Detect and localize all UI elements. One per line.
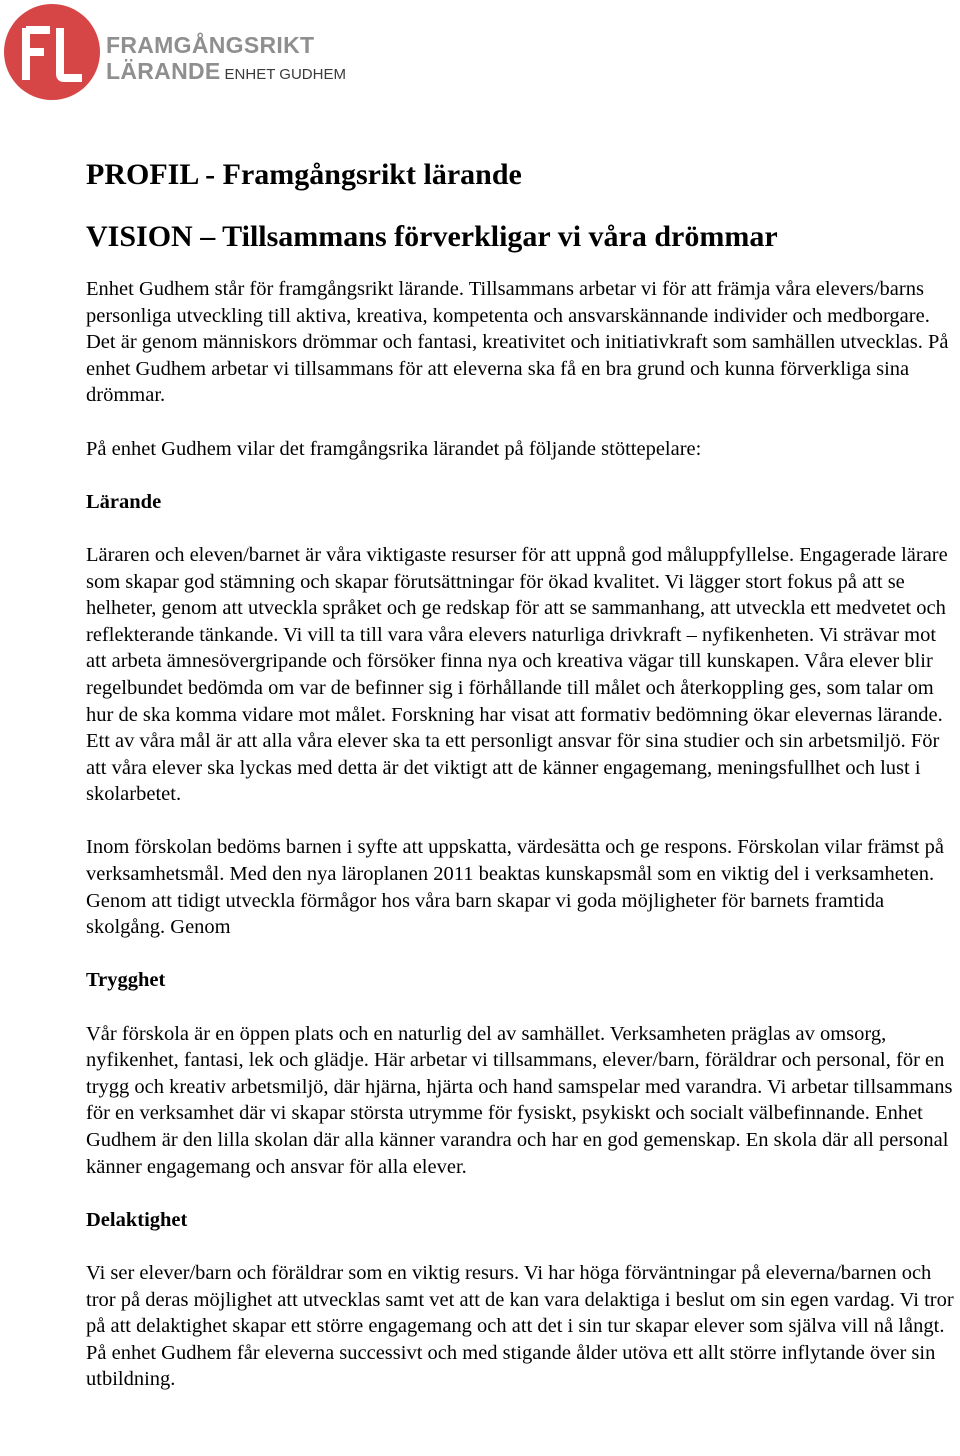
vision-heading: VISION – Tillsammans förverkligar vi våra drömmar [86,220,778,253]
larande-paragraph-2: Inom förskolan bedöms barnen i syfte att uppskatta, värdesätta och ge respons. Förskolan vilar främst på verksamhetsmål. Med den nya läroplanen 2011 beaktas kunskapsmål som en viktig del i verksamheten. Genom att tidigt utveckla förmågor hos våra barn skapar vi goda möjligheter för barnets framtida skolgång. Genom [86,836,944,939]
logo [4,4,364,100]
logo-fl-icon [4,4,100,100]
trygghet-paragraph: Vår förskola är en öppen plats och en naturlig del av samhället. Verksamheten präglas av omsorg, nyfikenhet, fantasi, lek och glädje. Här arbetar vi tillsammans, elever/barn, föräldrar och personal, för en trygg och kreativ arbetsmiljö, där hjärna, hjärta och hand samspelar med varandra. Vi arbetar tillsammans för en verksamhet där vi skapar största utrymme för fysiskt, psykiskt och socialt välbefinnande. Enhet Gudhem är den lilla skolan där alla känner varandra och har en god gemenskap. En skola där all personal känner engagemang och ansvar för alla elever. [86,1022,953,1178]
page-title: PROFIL - Framgångsrikt lärande [86,158,522,191]
section-heading-larande: Lärande [86,490,162,513]
delaktighet-paragraph: Vi ser elever/barn och föräldrar som en viktig resurs. Vi har höga förväntningar på eleverna/barnen och tror på deras möjlighet att utvecklas samt vet att de kan vara delaktiga i beslut om sin egen vardag. Vi tror på att delaktighet skapar ett större engagemang och att det i sin tur skapar elever som själva vill nå långt. På enhet Gudhem får eleverna successivt och med stigande ålder utöva ett allt större inflytande över sin utbildning. [86,1261,954,1391]
pillars-intro: På enhet Gudhem vilar det framgångsrika lärandet på följande stöttepelare: [86,437,702,460]
document-body [86,152,960,1393]
logo-text-enhet-gudhem: ENHET GUDHEM [224,66,346,83]
section-heading-trygghet: Trygghet [86,969,166,992]
logo-text-framgangsrikt: FRAMGÅNGSRIKT [106,32,315,58]
larande-paragraph-1: Läraren och eleven/barnet är våra viktigaste resurser för att uppnå god måluppfyllelse. Engagerade lärare som skapar god stämning och skapar förutsättningar för ökad kvalitet. Vi lägger stort fokus på att se helheter, genom att utveckla språket och ge redskap för att se sammanhang, att utveckla ett medvetet och reflekterande tänkande. Vi vill ta till vara våra elevers naturliga drivkraft – nyfikenheten. Vi strävar mot att arbeta ämnesövergripande och försöker finna nya och kreativa vägar till kunskapen. Våra elever blir regelbundet bedömda om var de befinner sig i förhållande till målet och återkoppling ges, som talar om hur de ska komma vidare mot målet. Forskning har visat att formativ bedömning ökar elevernas lärande. Ett av våra mål är att alla våra elever ska ta ett personligt ansvar för sina studier och sin arbetsmiljö. För att våra elever ska lyckas med detta är det viktigt att de känner engagemang, meningsfullhet och lust i skolarbetet. [86,543,948,806]
logo-text-second-line [106,60,346,83]
intro-paragraph: Enhet Gudhem står för framgångsrikt lärande. Tillsammans arbetar vi för att främja våra elevers/barns personliga utveckling till aktiva, kreativa, kompetenta och ansvarskännande individer och medborgare. Det är genom människors drömmar och fantasi, kreativitet och initiativkraft som samhällen utvecklas. På enhet Gudhem arbetar vi tillsammans för att eleverna ska få en bra grund och kunna förverkliga sina drömmar. [86,278,949,407]
section-heading-delaktighet: Delaktighet [86,1208,188,1231]
logo-text-larande: LÄRANDE [106,58,221,84]
